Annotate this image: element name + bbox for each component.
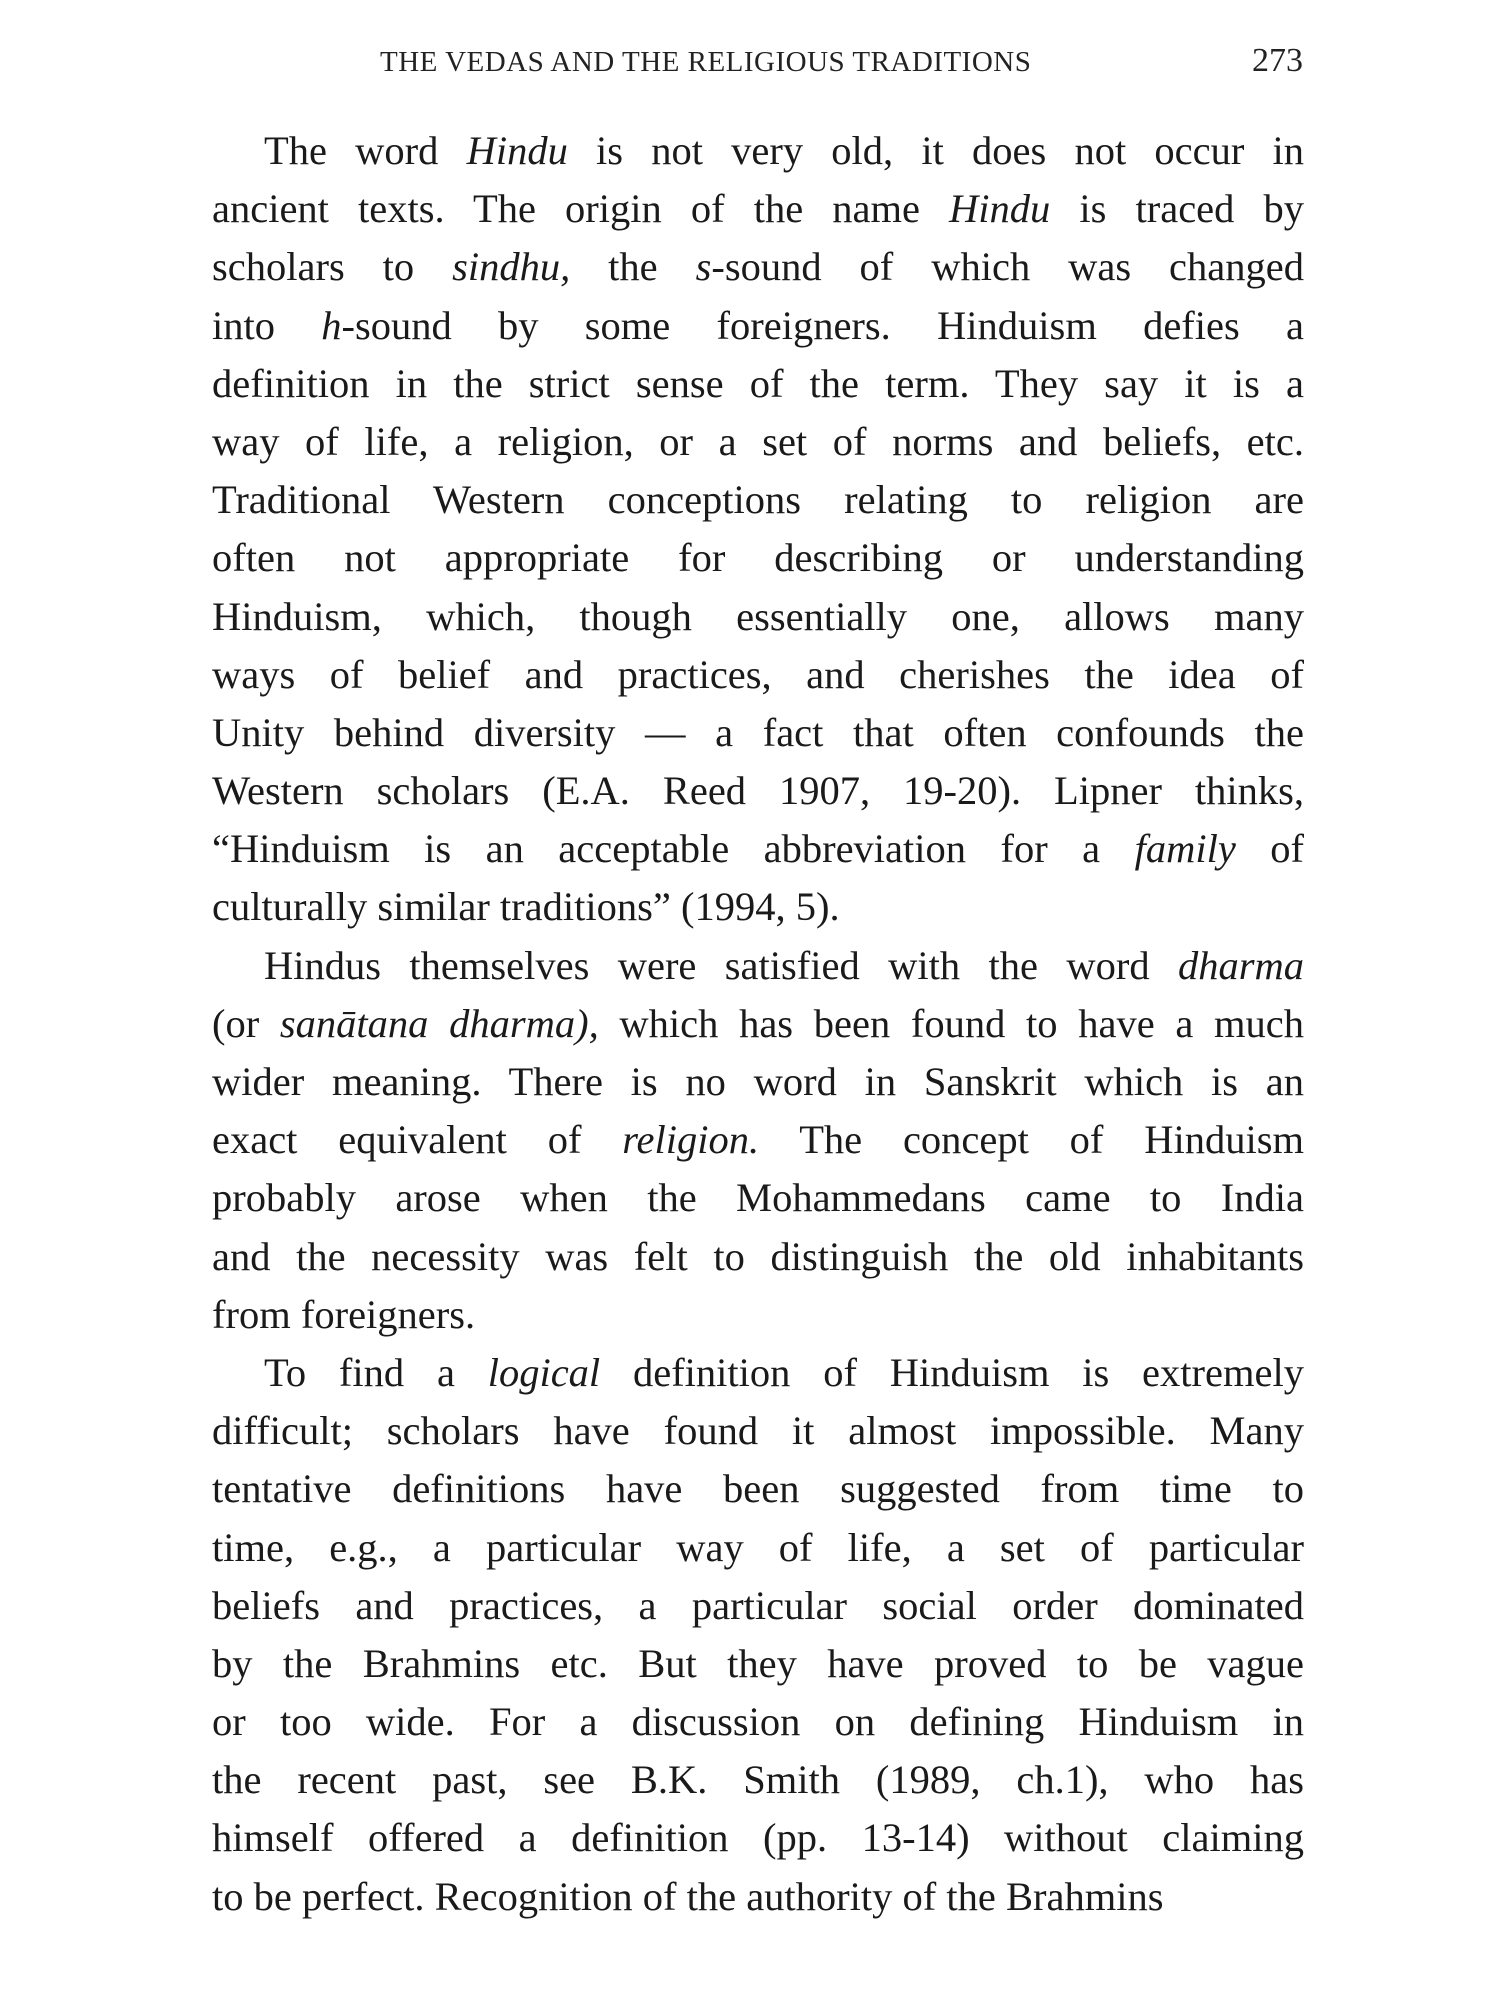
text-line	[212, 588, 1304, 646]
paragraph	[212, 1344, 1304, 1926]
text-run: (or	[212, 1000, 280, 1046]
text-line	[212, 1053, 1304, 1111]
text-line	[212, 529, 1304, 587]
text-run: difficult; scholars have found it almost impossible. Many	[212, 1408, 1304, 1454]
text-line	[212, 1519, 1304, 1577]
text-line	[212, 878, 1304, 936]
text-line	[212, 1344, 1304, 1402]
text-run: scholars to	[212, 244, 453, 290]
text-line	[212, 995, 1304, 1053]
text-run: time, e.g., a particular way of life, a set of particular	[212, 1524, 1304, 1570]
text-line	[212, 1402, 1304, 1460]
body-text	[212, 122, 1304, 1926]
text-run: beliefs and practices, a particular social order dominated	[212, 1582, 1304, 1628]
text-run: The word	[264, 128, 467, 173]
text-run: way of life, a religion, or a set of norms and beliefs, etc.	[212, 418, 1304, 464]
text-run: To find a	[264, 1349, 488, 1395]
text-run: which has been found to have a much	[598, 1000, 1304, 1046]
page-number: 273	[1252, 42, 1303, 79]
italic-text: s	[695, 244, 712, 290]
text-line	[212, 1751, 1304, 1809]
text-run: Traditional Western conceptions relating to religion are	[212, 477, 1304, 523]
italic-text: sanātana dharma),	[279, 1000, 599, 1046]
text-run: Hinduism, which, though essentially one, allows many	[212, 593, 1304, 639]
paragraph	[212, 122, 1304, 937]
text-run: Unity behind diversity — a fact that often confounds the	[212, 709, 1304, 755]
running-title: THE VEDAS AND THE RELIGIOUS TRADITIONS	[380, 46, 1032, 78]
text-run: probably arose when the Mohammedans came to India	[212, 1175, 1304, 1221]
italic-text: logical	[487, 1349, 601, 1395]
text-run: exact equivalent of	[212, 1117, 623, 1163]
text-run: the recent past, see B.K. Smith (1989, ch.1), who has	[212, 1757, 1304, 1803]
text-line	[212, 1460, 1304, 1518]
text-run: often not appropriate for describing or understanding	[212, 535, 1304, 581]
text-line	[212, 646, 1304, 704]
text-line	[212, 180, 1304, 238]
text-line	[212, 1228, 1304, 1286]
text-run: -sound by some foreigners. Hinduism defies a	[341, 302, 1304, 348]
paragraph	[212, 937, 1304, 1344]
text-run: the	[570, 244, 696, 290]
text-line	[212, 1693, 1304, 1751]
text-line	[212, 297, 1304, 355]
italic-text: sindhu,	[452, 244, 571, 290]
text-line	[212, 1169, 1304, 1227]
text-line	[212, 820, 1304, 878]
text-run: culturally similar traditions” (1994, 5).	[212, 884, 840, 930]
text-run: tentative definitions have been suggested from time to	[212, 1466, 1304, 1512]
italic-text: Hindu	[466, 128, 568, 173]
text-run: definition in the strict sense of the term. They say it is a	[212, 360, 1304, 406]
text-line	[212, 937, 1304, 995]
text-run: definition of Hinduism is extremely	[600, 1349, 1304, 1395]
text-run: is traced by	[1050, 186, 1304, 232]
text-run: himself offered a definition (pp. 13-14) without claiming	[212, 1815, 1304, 1861]
text-line	[212, 704, 1304, 762]
text-line	[212, 1286, 1304, 1344]
text-line	[212, 1635, 1304, 1693]
text-run: into	[212, 302, 322, 348]
running-head	[210, 38, 1303, 88]
text-run: Western scholars (E.A. Reed 1907, 19-20). Lipner thinks,	[212, 768, 1304, 814]
text-run: by the Brahmins etc. But they have proved to be vague	[212, 1640, 1304, 1686]
text-run: ancient texts. The origin of the name	[212, 186, 950, 232]
text-run: -sound of which was changed	[711, 244, 1304, 290]
text-run: “Hinduism is an acceptable abbreviation for a	[212, 826, 1135, 872]
italic-text: h	[321, 302, 342, 348]
text-run: to be perfect. Recognition of the authority of the Brahmins	[212, 1873, 1164, 1919]
text-line	[212, 1809, 1304, 1867]
text-run: The concept of Hinduism	[759, 1117, 1304, 1163]
text-run: wider meaning. There is no word in Sanskrit which is an	[212, 1059, 1304, 1104]
text-line	[212, 413, 1304, 471]
text-line	[212, 471, 1304, 529]
text-run: from foreigners.	[212, 1291, 476, 1337]
text-line	[212, 762, 1304, 820]
italic-text: dharma	[1177, 942, 1304, 988]
text-line	[212, 1577, 1304, 1635]
text-line	[212, 122, 1304, 180]
italic-text: Hindu	[949, 186, 1051, 232]
text-line	[212, 1111, 1304, 1169]
text-line	[212, 238, 1304, 296]
text-run: ways of belief and practices, and cherishes the idea of	[212, 651, 1304, 697]
text-run: Hindus themselves were satisfied with the word	[264, 942, 1178, 988]
text-line	[212, 1868, 1304, 1926]
text-run: of	[1235, 826, 1304, 872]
text-line	[212, 355, 1304, 413]
text-run: is not very old, it does not occur in	[567, 128, 1304, 173]
text-run: or too wide. For a discussion on defining Hinduism in	[212, 1699, 1304, 1745]
italic-text: religion.	[622, 1117, 760, 1163]
italic-text: family	[1134, 826, 1236, 872]
text-run: and the necessity was felt to distinguish the old inhabitants	[212, 1233, 1304, 1279]
